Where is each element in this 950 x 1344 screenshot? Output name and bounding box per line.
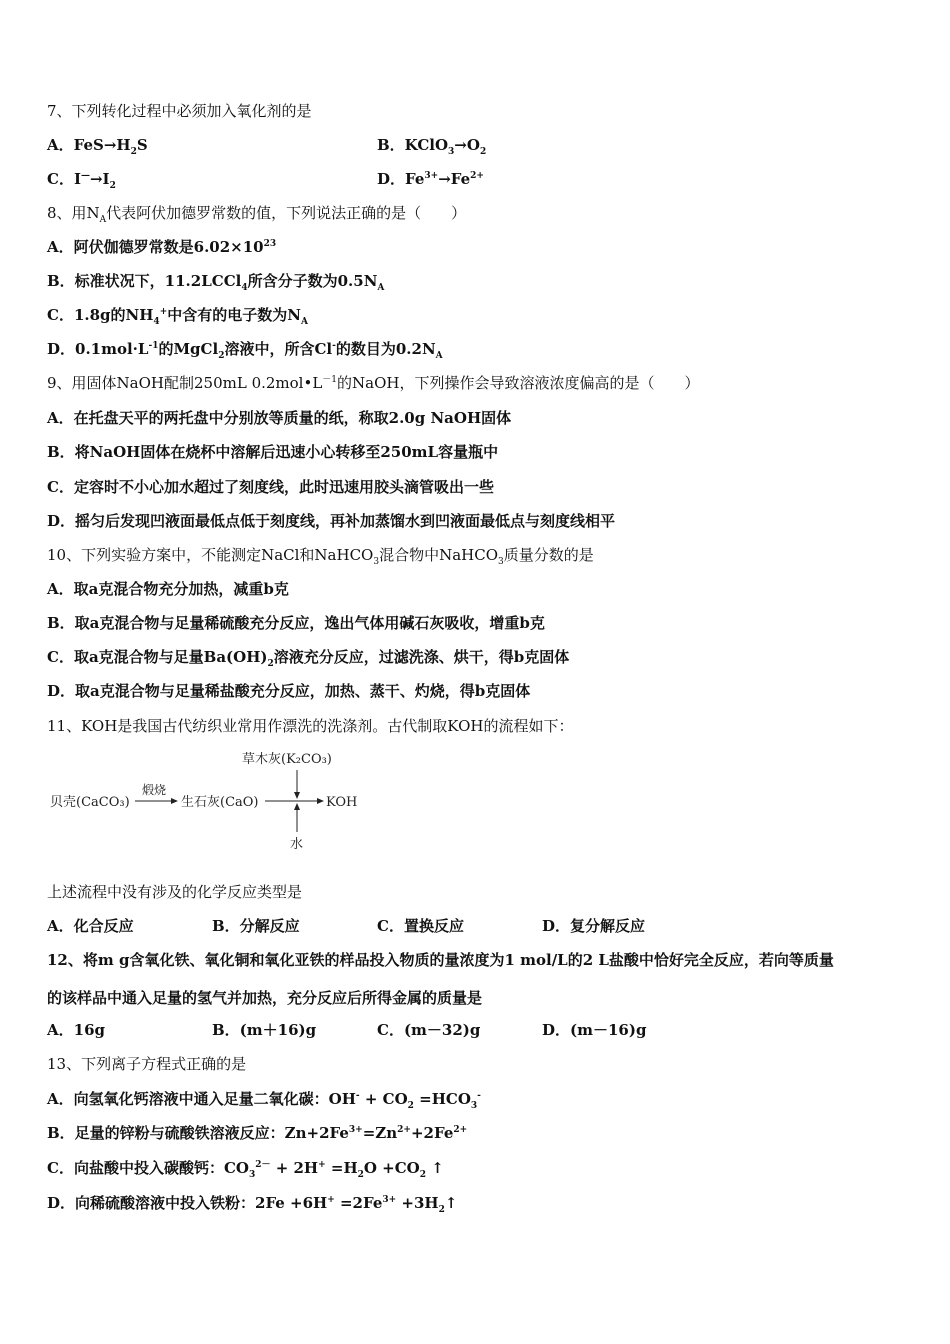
- q13-option-c: C．向盐酸中投入碳酸钙：$CO_3^{2-} + 2H^+ =H_2O +CO_2$ ↑: [47, 1159, 444, 1180]
- diagram-right-label: KOH: [326, 795, 358, 810]
- q12-option-c: C．(m－32)g: [377, 1021, 481, 1039]
- q13-option-b: B．足量的锌粉与硫酸铁溶液反应：$Zn+2Fe^{3+}=Zn^{2+}+2Fe^{2+}$: [47, 1124, 468, 1142]
- q7-option-a: A．$FeS\to H_2S$: [47, 136, 148, 157]
- q11-option-d: D．复分解反应: [542, 917, 646, 935]
- q12-option-d: D．(m－16)g: [542, 1021, 647, 1039]
- q8-option-b: B．标准状况下，11.2LCCl$_4$所含分子数为$0.5N_A$: [47, 272, 385, 293]
- q12-option-b: B．(m＋16)g: [212, 1021, 317, 1039]
- diagram-top-label: 草木灰(K₂CO₃): [242, 752, 332, 767]
- q7-option-b: B．$KClO_3\to O_2$: [377, 136, 487, 157]
- q10-stem: 10、下列实验方案中，不能测定NaCl和NaHCO$_3$混合物中NaHCO$_3$质量分数的是: [47, 546, 594, 567]
- q12-stem-line2: 的该样品中通入足量的氢气并加热，充分反应后所得金属的质量是: [47, 989, 483, 1007]
- q13-option-a: A．向氢氧化钙溶液中通入足量二氧化碳：$OH^- + CO_2 =HCO_3^-$: [47, 1090, 481, 1111]
- up-arrowhead: [294, 803, 300, 810]
- diagram-mid-label: 生石灰(CaO): [181, 795, 259, 810]
- q10-option-a: A．取a克混合物充分加热，减重b克: [47, 580, 289, 598]
- q8-option-d: D．$0.1mol\cdot L^{-1}$的MgCl$_2$溶液中，所含Cl-的数目为$0.2N_A$: [47, 340, 443, 361]
- q10-option-c: C．取a克混合物与足量$Ba(OH)_2$溶液充分反应，过滤洗涤、烘干，得b克固体: [47, 648, 570, 669]
- q7-stem: 7、下列转化过程中必须加入氧化剂的是: [47, 102, 312, 120]
- q11-option-b: B．分解反应: [212, 917, 300, 935]
- q13-option-d: D．向稀硫酸溶液中投入铁粉：$2Fe +6H^+ =2Fe^{3+}$ $+3H_2↑$: [47, 1194, 458, 1215]
- q10-option-d: D．取a克混合物与足量稀盐酸充分反应，加热、蒸干、灼烧，得b克固体: [47, 682, 531, 700]
- calcination-arrowhead: [171, 798, 178, 804]
- q11-stem: 11、KOH是我国古代纺织业常用作漂洗的洗涤剂。古代制取KOH的流程如下：: [47, 717, 574, 735]
- q8-option-a: A．阿伏伽德罗常数是$6.02\times 10^{23}$: [47, 238, 277, 256]
- q8-option-c: C．1.8g的$NH_4^+$中含有的电子数为$N_A$: [47, 306, 308, 327]
- q7-option-d: D．$Fe^{3+}\to Fe^{2+}$: [377, 170, 484, 188]
- q11-sub-stem: 上述流程中没有涉及的化学反应类型是: [47, 883, 303, 901]
- to-koh-arrowhead: [317, 798, 324, 804]
- q11-option-a: A．化合反应: [47, 917, 134, 935]
- diagram-arrow-label: 煅烧: [142, 783, 167, 797]
- q9-stem: 9、用固体NaOH配制250mL $0.2mol•L^{-1}$的NaOH，下列操作会导致溶液浓度偏高的是（ ）: [47, 374, 700, 392]
- q9-option-c: C．定容时不小心加水超过了刻度线，此时迅速用胶头滴管吸出一些: [47, 478, 494, 496]
- down-arrowhead: [294, 792, 300, 799]
- q11-option-c: C．置换反应: [377, 917, 464, 935]
- diagram-left-label: 贝壳(CaCO₃): [50, 795, 130, 810]
- q9-option-b: B．将NaOH固体在烧杯中溶解后迅速小心转移至250mL容量瓶中: [47, 443, 499, 461]
- q10-option-b: B．取a克混合物与足量稀硫酸充分反应，逸出气体用碱石灰吸收，增重b克: [47, 614, 545, 632]
- q7-option-c: C．$I^—\to I_2$: [47, 170, 116, 191]
- diagram-bottom-label: 水: [290, 837, 304, 852]
- koh-flow-diagram: [47, 748, 367, 858]
- q13-stem: 13、下列离子方程式正确的是: [47, 1055, 247, 1073]
- q9-option-d: D．摇匀后发现凹液面最低点低于刻度线，再补加蒸馏水到凹液面最低点与刻度线相平: [47, 512, 616, 530]
- q9-option-a: A．在托盘天平的两托盘中分别放等质量的纸，称取2.0g NaOH固体: [47, 409, 512, 427]
- q12-stem-line1: 12、将m g含氧化铁、氧化铜和氧化亚铁的样品投入物质的量浓度为1 mol/L的2 L盐酸中恰好完全反应，若向等质量: [47, 951, 834, 969]
- q12-option-a: A．16g: [47, 1021, 106, 1039]
- q8-stem: 8、用$N_A$代表阿伏加德罗常数的值，下列说法正确的是（ ）: [47, 204, 467, 225]
